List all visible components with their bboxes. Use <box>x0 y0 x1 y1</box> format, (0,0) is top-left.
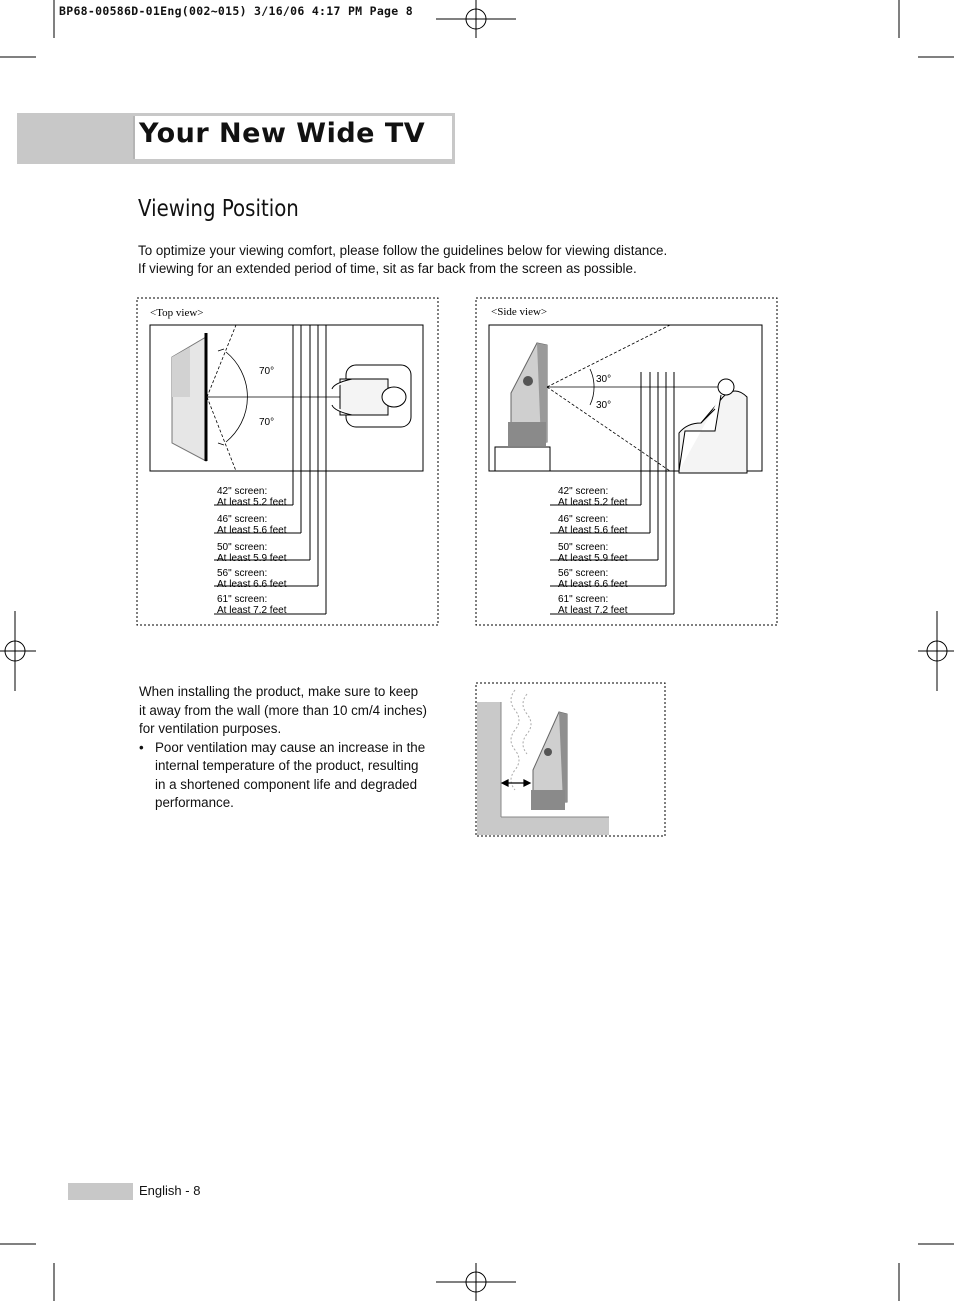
distance-min: At least 5.6 feet <box>558 525 628 536</box>
distance-min: At least 7.2 feet <box>217 605 287 616</box>
distance-screen: 46" screen: <box>217 514 268 525</box>
tv-wall-view <box>531 712 567 810</box>
distance-min: At least 5.2 feet <box>558 497 628 508</box>
tv-top-view <box>172 333 206 461</box>
tv-side-view <box>508 343 547 446</box>
angle-label: 70° <box>259 417 275 428</box>
angle-label: 70° <box>259 366 275 377</box>
distance-min: At least 5.9 feet <box>558 553 628 564</box>
print-slug: BP68-00586D-01Eng(002~015) 3/16/06 4:17 PM Page 8 <box>59 4 413 18</box>
bullet-line: performance. <box>155 795 234 810</box>
ventilation-line: it away from the wall (more than 10 cm/4 inches) <box>139 702 428 718</box>
top-view-diagram <box>136 297 440 627</box>
footer-bar <box>68 1183 133 1200</box>
distance-screen: 50" screen: <box>558 542 609 553</box>
wall-clearance-diagram <box>475 682 667 838</box>
distance-screen: 61" screen: <box>558 594 609 605</box>
intro-line: To optimize your viewing comfort, please follow the guidelines below for viewing distance. <box>138 243 668 258</box>
distance-screen: 46" screen: <box>558 514 609 525</box>
intro-paragraph <box>138 242 778 278</box>
bullet-mark: • <box>139 739 144 755</box>
side-view-label: <Side view> <box>491 306 548 318</box>
bullet-line: internal temperature of the product, resulting <box>155 758 419 773</box>
page-number: English - 8 <box>139 1183 201 1198</box>
distance-min: At least 6.6 feet <box>217 579 287 590</box>
distance-min: At least 6.6 feet <box>558 579 628 590</box>
distance-min: At least 7.2 feet <box>558 605 628 616</box>
distance-min: At least 5.2 feet <box>217 497 287 508</box>
ventilation-bullet <box>139 739 469 813</box>
distance-screen: 56" screen: <box>217 568 268 579</box>
distance-screen: 56" screen: <box>558 568 609 579</box>
distance-screen: 42" screen: <box>558 486 609 497</box>
angle-label: 30° <box>596 400 612 411</box>
side-view-diagram <box>475 297 779 627</box>
ventilation-line: When installing the product, make sure to keep <box>139 684 419 699</box>
ventilation-paragraph <box>139 683 469 813</box>
bullet-line: in a shortened component life and degraded <box>155 776 418 792</box>
chapter-title: Your New Wide TV <box>139 118 426 149</box>
viewer-side-view <box>679 379 747 473</box>
distance-min: At least 5.6 feet <box>217 525 287 536</box>
section-title: Viewing Position <box>138 196 299 222</box>
angle-label: 30° <box>596 374 612 385</box>
clearance-arrow <box>502 780 530 786</box>
distance-screen: 61" screen: <box>217 594 268 605</box>
distance-screen: 42" screen: <box>217 486 268 497</box>
viewer-top-view <box>332 365 411 427</box>
top-view-label: <Top view> <box>150 307 204 319</box>
ventilation-line: for ventilation purposes. <box>139 721 282 736</box>
distance-screen: 50" screen: <box>217 542 268 553</box>
intro-line: If viewing for an extended period of time, sit as far back from the screen as possible. <box>138 261 637 276</box>
distance-min: At least 5.9 feet <box>217 553 287 564</box>
bullet-line: Poor ventilation may cause an increase in the <box>155 739 426 755</box>
